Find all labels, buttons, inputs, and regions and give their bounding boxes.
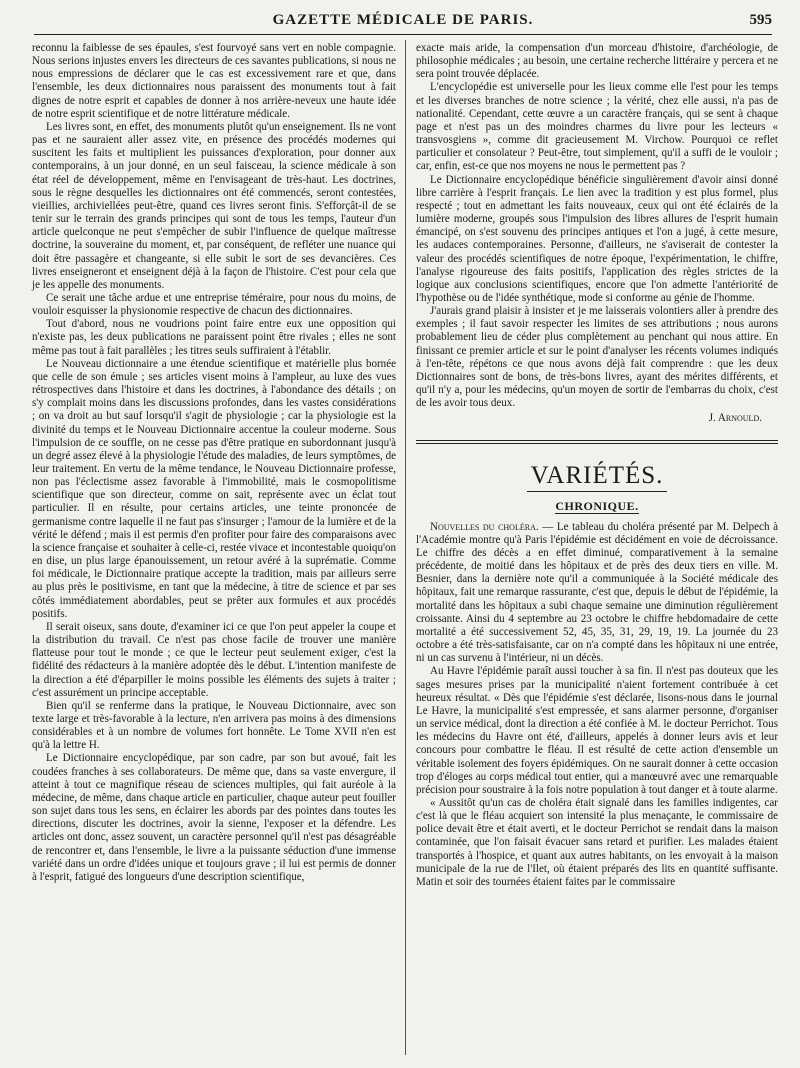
paragraph: Il serait oiseux, sans doute, d'examiner ici ce que l'on peut appeler la coupe et la distribution du travail. Ce n'est pas chose facile de trouver une manière flatteuse pour tout le monde ; ce que le lecteur peut seulement exiger, c'est la fidélité des rédacteurs à la manière adoptée dès le début. L'intention manifeste de la direction a été d'éparpiller le moins possible les éléments des sujets à traiter ; c'est assurément un principe acceptable. [32, 620, 396, 699]
paragraph: Le Dictionnaire encyclopédique bénéficie singulièrement d'avoir ainsi donné libre carrière à l'esprit français. Le lien avec la tradition y est plus formel, plus respecté ; tout en admettant les faits nouveaux, ceux qui ont été éclairés de la lumière moderne, groupés sous l'impulsion des libres allures de l'esprit humain émancipé, on s'est souvenu des principes antiques et l'on a jugé, à cette mesure, les audaces contemporaines. Personne, d'ailleurs, ne s'aviserait de contester la valeur des procédés scientifiques de notre époque, l'expérimentation, le chiffre, l'analyse rigoureuse des faits positifs, l'application des règles strictes de la logique aux conclusions scientifiques, encore que l'on admette l'antériorité de l'hypothèse ou de l'idée synthétique, mode si conforme au génie de l'homme. [416, 173, 778, 304]
paragraph: reconnu la faiblesse de ses épaules, s'est fourvoyé sans vert en noble compagnie. Nous serions injustes envers les directeurs de ces savantes publications, si nous ne nous empressions de déclarer que le cas est excessivement rare et que, dans l'ensemble, les deux dictionnaires nous paraissent des monuments tout à fait dignes de notre esprit et capables de donner à nos arrière-neveux une haute idée de notre esprit scientifique et de notre littérature médicale. [32, 42, 396, 120]
author-signature: J. Arnould. [708, 412, 762, 425]
paragraph: Tout d'abord, nous ne voudrions point faire entre eux une opposition qui n'existe pas, les deux publications ne paraissent point être rivales ; elles ne sont même pas tout à fait parallèles ; les titres seuls suffiraient à l'établir. [32, 318, 396, 357]
section-subtitle [416, 500, 778, 513]
page-number: 595 [749, 12, 772, 28]
paragraph: exacte mais aride, la compensation d'un morceau d'histoire, d'archéologie, de philosophie médicales ; au besoin, une certaine recherche littéraire y percera et ne sera point trouvée déplacée. [416, 42, 778, 81]
paragraph: Le Dictionnaire encyclopédique, par son cadre, par son but avoué, fait les coudées franches à ses collaborateurs. De même que, dans sa vaste envergure, il atteint à tout ce magnifique réseau de sciences multiples, qui fait auréole à la médecine, de même, dans chaque article en particulier, chaque auteur peut fouiller son sujet dans tous les sens, en éclairer les abords par des pointes dans toutes les directions, discuter les doctrines, avoir la sienne, l'exposer et la défendre. Les articles ont donc, assez souvent, un caractère personnel qu'il n'est pas désagréable de rencontrer et, dans l'ensemble, le livre a la puissante séduction d'une immense variété dans un ordre d'idées unique et toujours grave ; il lui est permis de donner à l'esprit, fatigué des longueurs d'une description scientifique, [32, 752, 396, 883]
paragraph: Les livres sont, en effet, des monuments plutôt qu'un enseignement. Ils ne vont pas et ne sauraient aller assez vite, en présence des procédés modernes qui suscitent les faits et multiplient les puissances d'exploration, pour donner aux contemporains, à un jour donné, en un seul faisceau, la science médicale à son état réel de développement, même en l'envisageant de très-haut. Les doctrines, sous le règne desquelles les dictionnaires ont été commencés, seront contestées, vieillies, archiviellées peut-être, quand ces livres seront finis. S'efforçât-il de se tenir sur le terrain des grands principes qui sont de tous les temps, l'auteur d'un article quelconque ne peut s'empêcher de subir l'influence de quelque maîtresse doctrine, la souveraine du moment, et, par conséquent, de refléter une nuance qui doit être passagère et changeante, si elle subit le sort de ses devancières. Ces livres enseigneront et enseignent déjà à la façon de l'histoire. C'est pour cela que je les appelle des monuments. [32, 120, 396, 291]
paragraph [416, 797, 778, 889]
paragraph: Le Nouveau dictionnaire a une étendue scientifique et matérielle plus bornée que celle de son émule ; ses articles visent moins à l'ampleur, au luxe des vues rétrospectives dans l'histoire et dans les doctrines, à l'abondance des détails ; on s'y complait moins dans les discussions profondes, dans les vastes considérations ; on va droit au but sauf lorsqu'il s'agit de physiologie ; car la physiologie est la divinité du temps et le Nouveau Dictionnaire accentue la couleur moderne. Sous l'impulsion de ce souffle, on ne cesse pas d'être pratique en subordonnant jusqu'à un degré assez élevé à la physiologie l'étude des maladies, de leurs symptômes, de leur traitement. En vertu de la même tendance, le Nouveau Dictionnaire professe, non pas l'éclectisme assez favorable à l'immobilité, mais le cosmopolitisme scientifique que son directeur, comme on sait, représente avec un éclat tout particulier. Il en résulte, pour certains articles, une teinte prononcée de germanisme contre laquelle il ne faut pas s'insurger ; l'amour de la lumière et de la vérité le défend ; mais il est permis d'en profiter pour faire des comparaisons avec la science française et souhaiter à celle-ci, restée vivace et incontestable quoiqu'on en dise, un plus large épanouissement, un retour avéré à la suprématie. Comme foi médicale, le Dictionnaire pratique accepte la tradition, mais par ailleurs serre au plus près le positivisme, en tant que la médecine, à titre de science et par ses côtés immédiatement abordables, peut se prêter aux formules et aux procédés positifs. [32, 357, 396, 620]
paragraph: Ce serait une tâche ardue et une entreprise téméraire, pour nous du moins, de vouloir esquisser la physionomie respective de chacun des dictionnaires. [32, 291, 396, 318]
paragraph: J'aurais grand plaisir à insister et je me laisserais volontiers aller à prendre des exemples ; il faut savoir respecter les limites de ses attributions ; nous aurons probablement lieu de céder plus complètement au penchant qui nous attire. En finissant ce premier article et sur le point d'analyser les récents volumes indiqués à l'en-tête, répétons ce que nous avons déjà fait comprendre : que les deux Dictionnaires sont de bons, de très-bons livres, ayant des mérites différents, et qu'il n'y a, pour les médecins, qu'un moyen de sortir de l'embarras du choix, c'est de les avoir tous deux. [416, 305, 778, 410]
left-column [32, 42, 396, 884]
section-subtitle-text: CHRONIQUE. [555, 498, 639, 513]
paragraph: Bien qu'il se renferme dans la pratique, le Nouveau Dictionnaire, avec son texte large et très-favorable à la lecture, n'en arrivera pas moins à des dimensions considérables et à un nombre de volumes fort honnête. Le Tome XVII n'en est qu'à la lettre H. [32, 699, 396, 752]
section-title-text: VARIÉTÉS. [527, 462, 668, 492]
column-divider [405, 40, 406, 1055]
paragraph [416, 521, 778, 666]
journal-title: GAZETTE MÉDICALE DE PARIS. [272, 12, 534, 28]
right-column [416, 42, 778, 889]
paragraph-text: Au Havre l'épidémie paraît aussi toucher à sa fin. Il n'est pas douteux que les sages mesures prises par la municipalité n'aient fortement contribuée à cet heureux résultat. « Dès que l'épidémie s'est déclarée, lisons-nous dans le journal Le Havre, la municipalité s'est empressée, et sans alarmer personne, d'organiser un service médical, dont la direction a été confiée à M. le docteur Perrichot. Tous les médecins du Havre ont été, d'ailleurs, appelés à donner leurs avis et leur concours pour combattre le fléau. Il est résulté de cette action d'ensemble un véritable isolement des foyers épidémiques. On ne saurait donner à cette occasion trop d'éloges au corps médical tout entier, qui a manœuvré avec une remarquable précision pour soustraire à la fois notre population à tout danger et à toute alarme. [416, 665, 778, 796]
paragraph: L'encyclopédie est universelle pour les lieux comme elle l'est pour les temps et les diverses branches de notre science ; la vérité, chez elle aussi, n'a pas de nationalité. Cependant, cette œuvre a un caractère français, qui se sent à chaque page et n'est pas un des moindres charmes du livre pour les lecteurs « transvosgiens », comme dit gracieusement M. Virchow. Pourquoi ce reflet particulier et consolateur ? Peut-être, tout simplement, qu'il a suffi de le vouloir ; car, enfin, est-ce que nos moyens ne nous le permettent pas ? [416, 81, 778, 173]
paragraph-lead: Nouvelles du choléra. [430, 520, 539, 533]
running-header [34, 12, 772, 35]
paragraph [416, 665, 778, 797]
section-title [416, 462, 778, 490]
section-separator [416, 440, 778, 444]
paragraph-text: — Le tableau du choléra présenté par M. Delpech à l'Académie montre qu'à Paris l'épidémie est décidément en voie de décroissance. Le chiffre des décès a en effet diminué, comparativement à la semaine précédente, de moitié dans les hôpitaux et de près des deux tiers en ville. M. Besnier, dans la dernière note qu'il a communiquée à la Société médicale des hôpitaux, fait une remarque rassurante, c'est que, depuis le début de l'épidémie, la mortalité dans les hôpitaux a subi chaque semaine une diminution régulièrement croissante. Ainsi du 4 septembre au 23 octobre le chiffre hebdomadaire de cette mortalité a été successivement 52, 45, 35, 31, 29, 19, 19. La journée du 23 octobre a été très-satisfaisante, car on n'a compté dans les hôpitaux ni une entrée, ni un cas survenu à l'intérieur, ni un décès. [416, 520, 778, 665]
paragraph-text: « Aussitôt qu'un cas de choléra était signalé dans les familles indigentes, car c'est là que le fléau acquiert son intensité la plus menaçante, le commissaire de police devait être et était averti, et le docteur Perrichot se rendait dans la maison contaminée, que l'on faisait évacuer sans retard et purifier. Les malades étaient transportés à l'hospice, et quant aux autres habitants, on les envoyait à la maison municipale de la rue de l'Ilet, où étaient préparés des lits en quantité suffisante. Matin et soir des tournées étaient faites par le commissaire [416, 796, 778, 888]
